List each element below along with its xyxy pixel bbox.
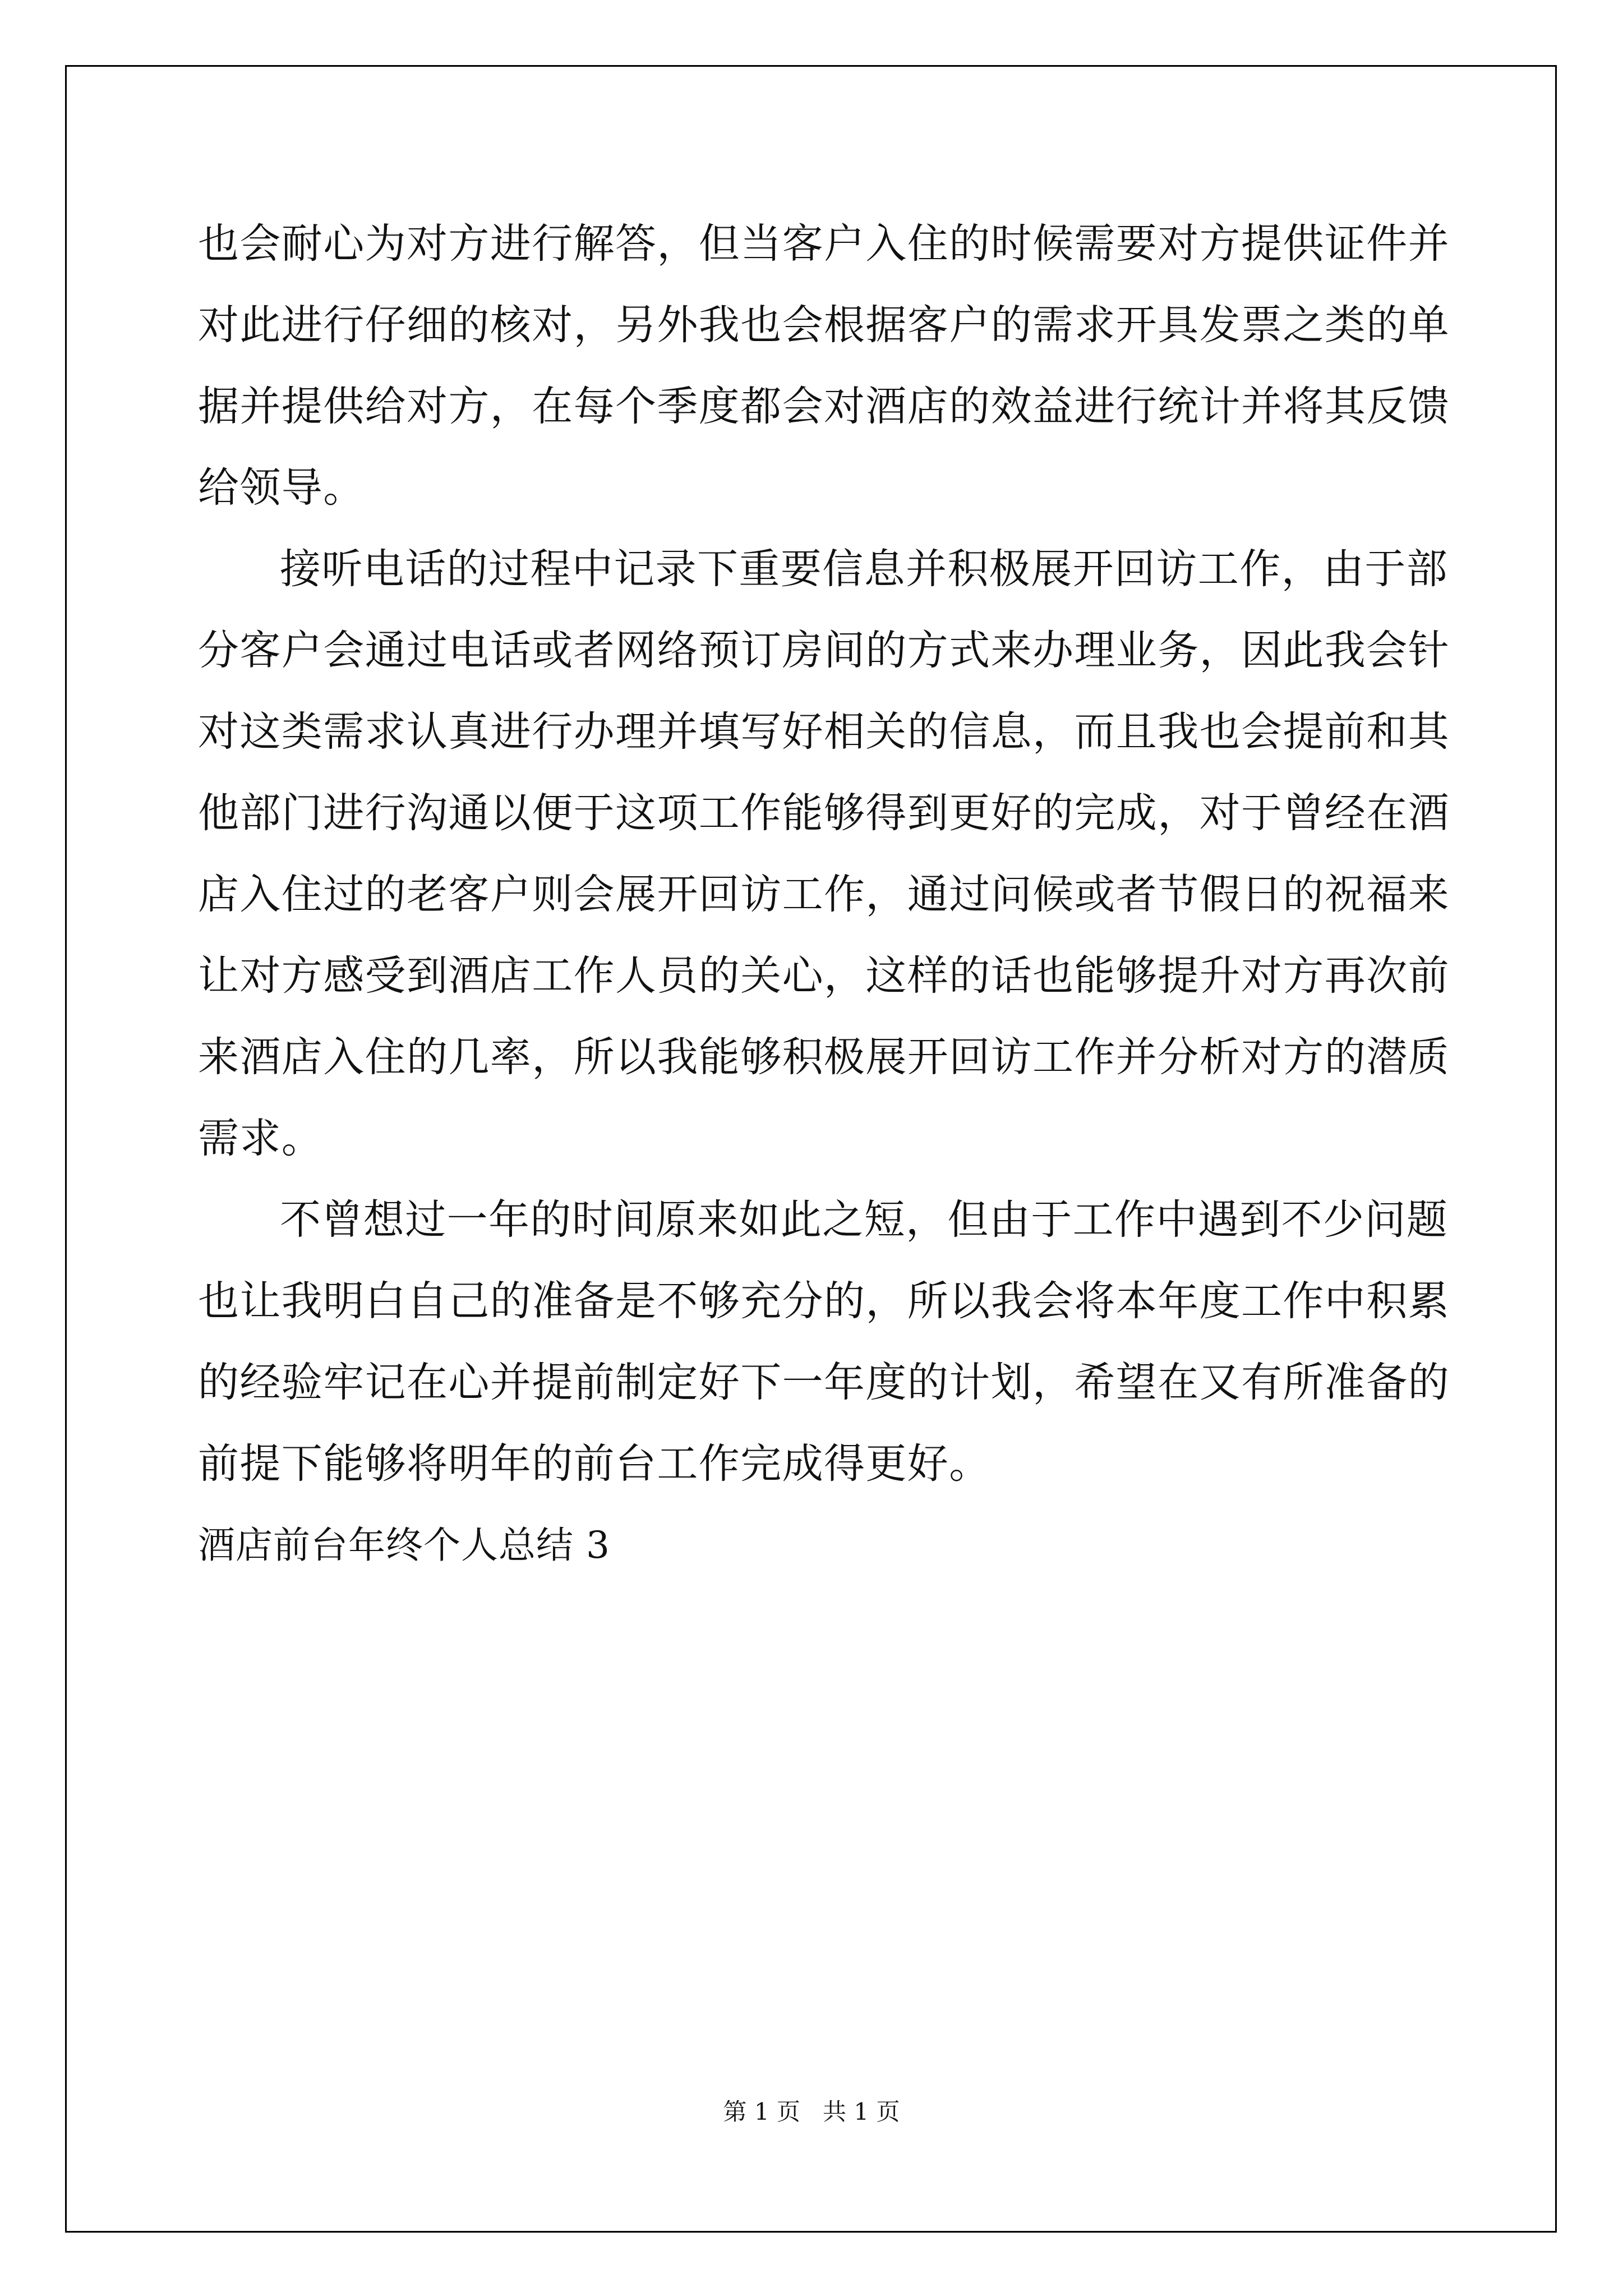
paragraph-line: 对此进行仔细的核对，另外我也会根据客户的需求开具发票之类的单	[198, 301, 1450, 349]
paragraph-line: 前提下能够将明年的前台工作完成得更好。	[198, 1440, 991, 1488]
page-footer: 第 1 页 共 1 页	[723, 2098, 900, 2125]
paragraph-line: 给领导。	[198, 464, 365, 512]
paragraph-line: 需求。	[198, 1115, 324, 1162]
paragraph-line: 他部门进行沟通以便于这项工作能够得到更好的完成，对于曾经在酒	[198, 789, 1450, 837]
paragraph-line: 据并提供给对方，在每个季度都会对酒店的效益进行统计并将其反馈	[198, 383, 1450, 430]
paragraph-line: 来酒店入住的几率，所以我能够积极展开回访工作并分析对方的潜质	[198, 1033, 1450, 1081]
paragraph-line: 也让我明白自己的准备是不够充分的，所以我会将本年度工作中积累	[198, 1277, 1450, 1325]
paragraph-line: 接听电话的过程中记录下重要信息并积极展开回访工作，由于部	[280, 545, 1449, 593]
paragraph-line: 也会耐心为对方进行解答，但当客户入住的时候需要对方提供证件并	[198, 220, 1450, 268]
paragraph-line: 的经验牢记在心并提前制定好下一年度的计划，希望在又有所准备的	[198, 1359, 1450, 1406]
paragraph-line: 分客户会通过电话或者网络预订房间的方式来办理业务，因此我会针	[198, 627, 1450, 674]
paragraph-line: 不曾想过一年的时间原来如此之短，但由于工作中遇到不少问题	[280, 1196, 1449, 1244]
paragraph-line: 店入住过的老客户则会展开回访工作，通过问候或者节假日的祝福来	[198, 871, 1450, 918]
paragraph-line: 让对方感受到酒店工作人员的关心，这样的话也能够提升对方再次前	[198, 952, 1450, 1000]
paragraph-line: 对这类需求认真进行办理并填写好相关的信息，而且我也会提前和其	[198, 708, 1450, 756]
document-body	[198, 203, 1450, 1586]
section-heading: 酒店前台年终个人总结 3	[198, 1524, 610, 1567]
